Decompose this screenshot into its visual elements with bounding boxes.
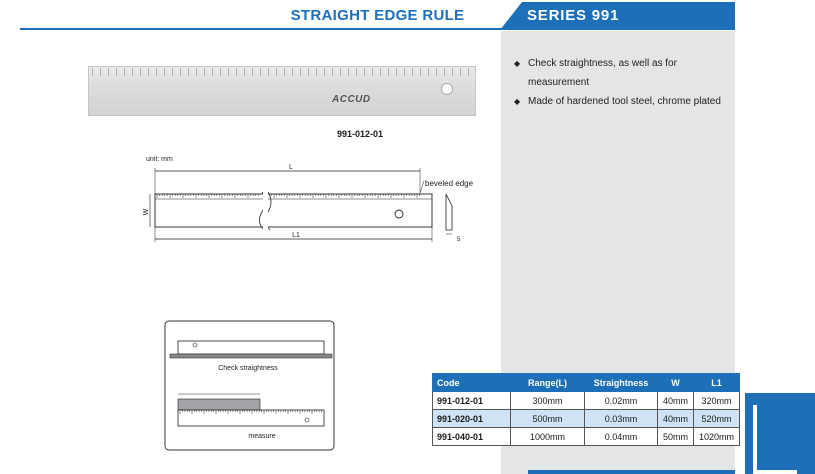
unit-label: unit: mm bbox=[146, 156, 173, 163]
cell-l1: 1020mm bbox=[694, 428, 740, 446]
measure-label: measure bbox=[248, 433, 276, 440]
col-header-l1: L1 bbox=[694, 374, 740, 392]
table-row bbox=[433, 392, 740, 410]
cell-code: 991-040-01 bbox=[433, 428, 511, 446]
cell-range: 1000mm bbox=[511, 428, 585, 446]
series-label: SERIES 991 bbox=[527, 7, 620, 24]
spec-table bbox=[432, 373, 740, 446]
bullet-icon: ◆ bbox=[514, 97, 521, 106]
cell-w: 40mm bbox=[658, 392, 694, 410]
check-ruler bbox=[178, 341, 324, 354]
footer-accent-bar bbox=[528, 470, 735, 474]
feature-item bbox=[514, 54, 729, 92]
cell-straightness: 0.03mm bbox=[585, 410, 658, 428]
hole-icon bbox=[395, 210, 403, 218]
label-beveled-edge: beveled edge bbox=[425, 179, 474, 188]
label-W: W bbox=[143, 208, 150, 216]
cell-w: 40mm bbox=[658, 410, 694, 428]
hole-icon bbox=[193, 343, 197, 347]
usage-illustration bbox=[164, 320, 336, 452]
cell-code: 991-020-01 bbox=[433, 410, 511, 428]
label-5: 5 bbox=[457, 237, 461, 243]
label-L1: L1 bbox=[292, 232, 300, 239]
leader-line bbox=[420, 181, 424, 193]
feature-text: Check straightness, as well as for measurement bbox=[528, 58, 677, 88]
col-header-straightness: Straightness bbox=[585, 374, 658, 392]
cell-l1: 520mm bbox=[694, 410, 740, 428]
check-straightness-label: Check straightness bbox=[218, 365, 278, 372]
hole-icon bbox=[305, 418, 309, 422]
brand-logo: ACCUD bbox=[332, 94, 371, 105]
col-header-w: W bbox=[658, 374, 694, 392]
check-surface bbox=[170, 354, 332, 358]
break-gap bbox=[263, 190, 268, 232]
cell-straightness: 0.02mm bbox=[585, 392, 658, 410]
usage-frame bbox=[165, 321, 334, 450]
col-header-code: Code bbox=[433, 374, 511, 392]
bullet-icon: ◆ bbox=[514, 59, 521, 68]
col-header-range: Range(L) bbox=[511, 374, 585, 392]
cell-w: 50mm bbox=[658, 428, 694, 446]
cell-code: 991-012-01 bbox=[433, 392, 511, 410]
technical-drawing bbox=[0, 0, 500, 290]
feature-text: Made of hardened tool steel, chrome plated bbox=[528, 96, 721, 107]
section-letter-icon bbox=[753, 405, 797, 474]
table-row bbox=[433, 410, 740, 428]
photo-caption: 991-012-01 bbox=[336, 129, 384, 139]
page-title: STRAIGHT EDGE RULE bbox=[290, 7, 465, 24]
measure-ruler bbox=[178, 410, 324, 426]
label-L: L bbox=[289, 164, 293, 171]
cell-l1: 320mm bbox=[694, 392, 740, 410]
feature-item bbox=[514, 92, 729, 111]
cell-range: 300mm bbox=[511, 392, 585, 410]
table-row bbox=[433, 428, 740, 446]
cell-range: 500mm bbox=[511, 410, 585, 428]
cell-straightness: 0.04mm bbox=[585, 428, 658, 446]
bevel-section bbox=[446, 194, 452, 230]
table-header-row bbox=[433, 374, 740, 392]
workpiece bbox=[178, 399, 260, 410]
